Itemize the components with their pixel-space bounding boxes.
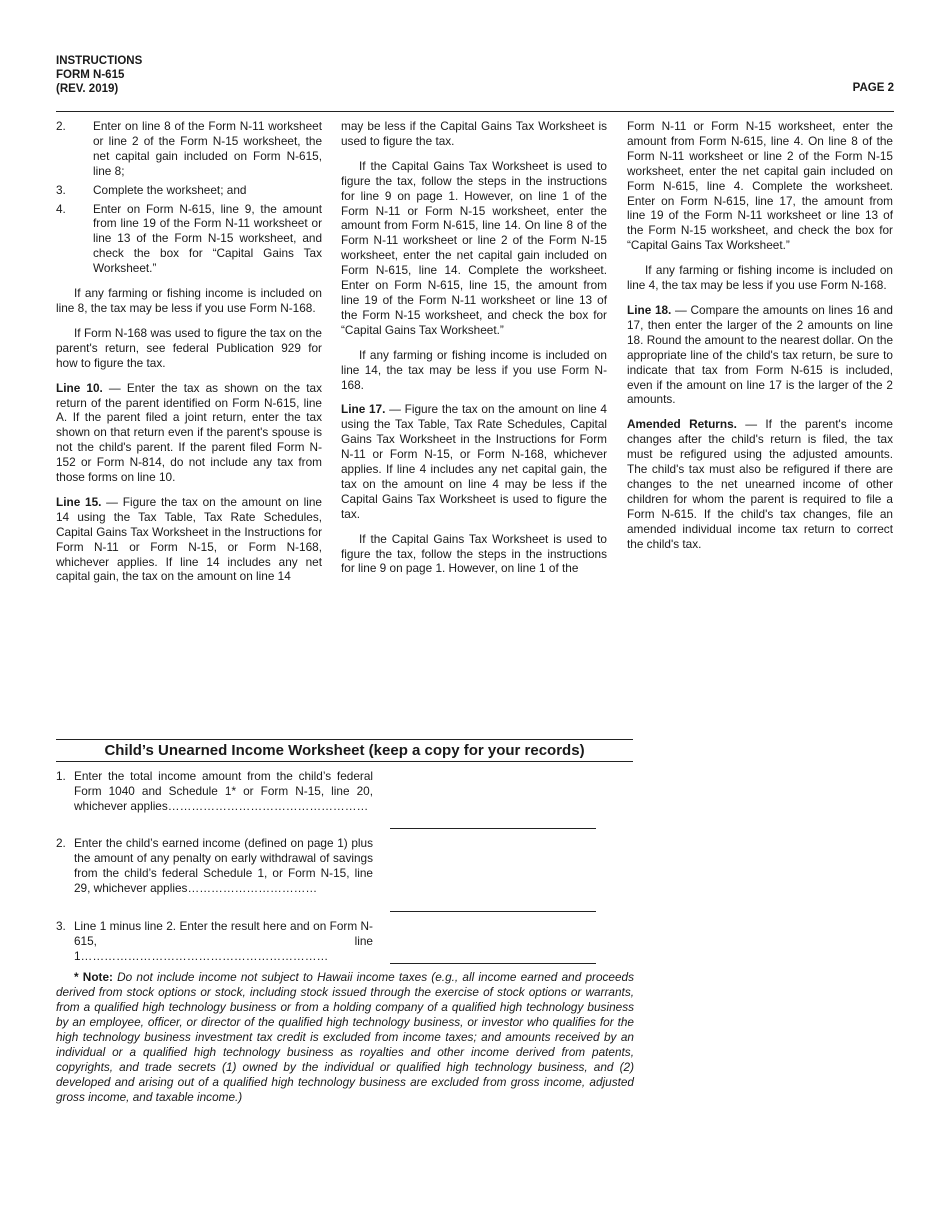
line-10-text: — Enter the tax as shown on the tax return of the parent identified on Form N-615, line A. If the parent filed a joint return, enter the tax shown on that return even if the parent's spouse is not the child's parent. If the parent filed Form N-152 or Form N-814, do not include any tax from those forms on line 10. bbox=[56, 380, 322, 485]
column-1 bbox=[56, 119, 322, 594]
worksheet-line-3 bbox=[56, 919, 373, 964]
line-15-heading: Line 15. bbox=[56, 494, 102, 509]
worksheet-title: Child’s Unearned Income Worksheet (keep a copy for your records) bbox=[56, 739, 633, 762]
line-18-text: — Compare the amounts on lines 16 and 17, then enter the larger of the 2 amounts on line 18. Round the amount to the nearest dollar. On the appropriate line of the child's tax return, be sure to indicate that tax from Form N-615 is included, even if the amount on line 17 is the larger of the 2 amounts. bbox=[627, 302, 893, 407]
line-15-text: — Figure the tax on the amount on line 14 using the Tax Table, Tax Rate Schedules, Capital Gains Tax Worksheet in the Instructions for Form N-11 or Form N-15, or Form N-168, whichever applies. If line 14 includes any net capital gain, the tax on the amount on line 14 bbox=[56, 494, 322, 584]
line-17-text: — Figure the tax on the amount on line 4 using the Tax Table, Tax Rate Schedules, Capital Gains Tax Worksheet in the Instructions for Form N-11 or Form N-15, or Form N-168, whichever applies. If line 4 includes any net capital gain, the tax on the amount on line 4 may be less if the Capital Gains Tax Worksheet is used to figure the tax. bbox=[341, 402, 607, 521]
step-item bbox=[56, 183, 322, 198]
line-18-paragraph bbox=[627, 303, 893, 407]
step-item bbox=[56, 119, 322, 179]
worksheet-line-text: Line 1 minus line 2. Enter the result here and on Form N-615, line 1……………………………………………………… bbox=[74, 919, 373, 963]
worksheet-line-text: Enter the total income amount from the child’s federal Form 1040 and Schedule 1* or Form N-15, line 20, whichever applies…………………………………………… bbox=[74, 769, 373, 813]
paragraph: If Form N-168 was used to figure the tax on the parent's return, see federal Publication 929 for how to figure the tax. bbox=[56, 325, 322, 370]
paragraph: If the Capital Gains Tax Worksheet is used to figure the tax, follow the steps in the instructions for line 9 on page 1. However, on line 1 of the bbox=[341, 531, 607, 576]
note-label: * Note: bbox=[74, 970, 113, 984]
page-number: PAGE 2 bbox=[852, 82, 894, 94]
worksheet-line-number: 1. bbox=[56, 769, 66, 783]
step-text: Complete the worksheet; and bbox=[93, 182, 247, 197]
header-revision: (REV. 2019) bbox=[56, 83, 119, 95]
line-15-paragraph bbox=[56, 495, 322, 584]
worksheet-line-1-entry[interactable] bbox=[390, 828, 596, 829]
paragraph: Form N-11 or Form N-15 worksheet, enter the amount from Form N-615, line 4. On line 8 of the Form N-11 worksheet or line 2 of the Form N-15 worksheet, enter the net capital gain included on Form N-615, line 4. Complete the worksheet. Enter on Form N-615, line 17, the amount from line 19 of the Form N-11 worksheet or line 13 of the Form N-15 worksheet, and check the box for “Capital Gains Tax Worksheet.” bbox=[627, 119, 893, 253]
paragraph: If any farming or fishing income is included on line 8, the tax may be less if you use Form N-168. bbox=[56, 286, 322, 315]
paragraph: If the Capital Gains Tax Worksheet is used to figure the tax, follow the steps in the instructions for line 9 on page 1. However, on line 1 of the Form N-11 or Form N-15 worksheet, enter the amount from Form N-615, line 14. On line 8 of the Form N-11 worksheet or line 2 of the Form N-15 worksheet, enter the net capital gain included on Form N-615, line 14. Complete the worksheet. Enter on Form N-615, line 15, the amount from line 19 of the Form N-11 worksheet or line 13 of the Form N-15 worksheet, and check the box for “Capital Gains Tax Worksheet.” bbox=[341, 158, 607, 337]
worksheet-line-number: 2. bbox=[56, 836, 66, 850]
note-text: Do not include income not subject to Hawaii income taxes (e.g., all income earned and proceeds derived from stock options or stock, including stock issued through the exercise of stock options or warrants, from a qualified high technology business or from a holding company of a qualified high technology business by an employee, officer, or director of the qualified high technology business, or investor who qualifies for the high technology business investment tax credit is excluded from income taxes; and amounts received by an individual or a qualified high technology business as royalties and other income derived from patents, copyrights, and trade secrets (1) owned by the individual or qualified high technology business, and (2) developed and arising out of a qualified high technology business are excluded from gross income, adjusted gross income, and taxable income.) bbox=[56, 970, 634, 1104]
worksheet-line-1 bbox=[56, 769, 373, 814]
paragraph: If any farming or fishing income is included on line 4, the tax may be less if you use Form N-168. bbox=[627, 263, 893, 293]
line-18-heading: Line 18. bbox=[627, 302, 672, 317]
column-3 bbox=[627, 119, 893, 561]
header-form-number: FORM N-615 bbox=[56, 69, 125, 81]
paragraph: If any farming or fishing income is included on line 14, the tax may be less if you use Form N-168. bbox=[341, 347, 607, 392]
step-number: 4. bbox=[56, 201, 66, 216]
step-text: Enter on line 8 of the Form N-11 worksheet or line 2 of the Form N-15 worksheet, the net capital gain included on Form N-615, line 8; bbox=[93, 119, 322, 178]
worksheet-line-3-entry[interactable] bbox=[390, 963, 596, 964]
line-10-paragraph bbox=[56, 381, 322, 485]
header-divider bbox=[56, 111, 894, 112]
step-number: 2. bbox=[56, 119, 66, 133]
line-10-heading: Line 10. bbox=[56, 380, 103, 395]
worksheet-line-number: 3. bbox=[56, 919, 66, 933]
paragraph: may be less if the Capital Gains Tax Worksheet is used to figure the tax. bbox=[341, 119, 607, 148]
line-17-paragraph bbox=[341, 402, 607, 521]
unearned-income-worksheet bbox=[56, 739, 633, 963]
step-item bbox=[56, 202, 322, 277]
form-header bbox=[56, 54, 142, 96]
worksheet-footnote bbox=[56, 970, 634, 1105]
worksheet-line-text: Enter the child’s earned income (defined on page 1) plus the amount of any penalty on early withdrawal of savings from the child’s federal Schedule 1, or Form N-15, line 29, whichever applies…………………………… bbox=[74, 836, 373, 895]
worksheet-line-2-entry[interactable] bbox=[390, 911, 596, 912]
amended-returns-paragraph bbox=[627, 417, 893, 551]
header-instructions: INSTRUCTIONS bbox=[56, 55, 143, 67]
amended-returns-text: — If the parent's income changes after the child's return is filed, the tax must be refigured using the adjusted amounts. The child's tax must also be refigured if there are changes to the net unearned income of other children for whom the parent is required to file a Form N-615. If the child's tax changes, file an amended individual income tax return to correct the child's tax. bbox=[627, 417, 893, 551]
worksheet-line-2 bbox=[56, 836, 373, 896]
amended-returns-heading: Amended Returns. bbox=[627, 417, 737, 432]
step-text: Enter on Form N-615, line 9, the amount from line 19 of the Form N-11 worksheet or line 13 of the Form N-15 worksheet, and check the box for “Capital Gains Tax Worksheet.” bbox=[93, 201, 322, 276]
column-2 bbox=[341, 119, 607, 586]
line-17-heading: Line 17. bbox=[341, 402, 386, 417]
step-number: 3. bbox=[56, 182, 66, 197]
